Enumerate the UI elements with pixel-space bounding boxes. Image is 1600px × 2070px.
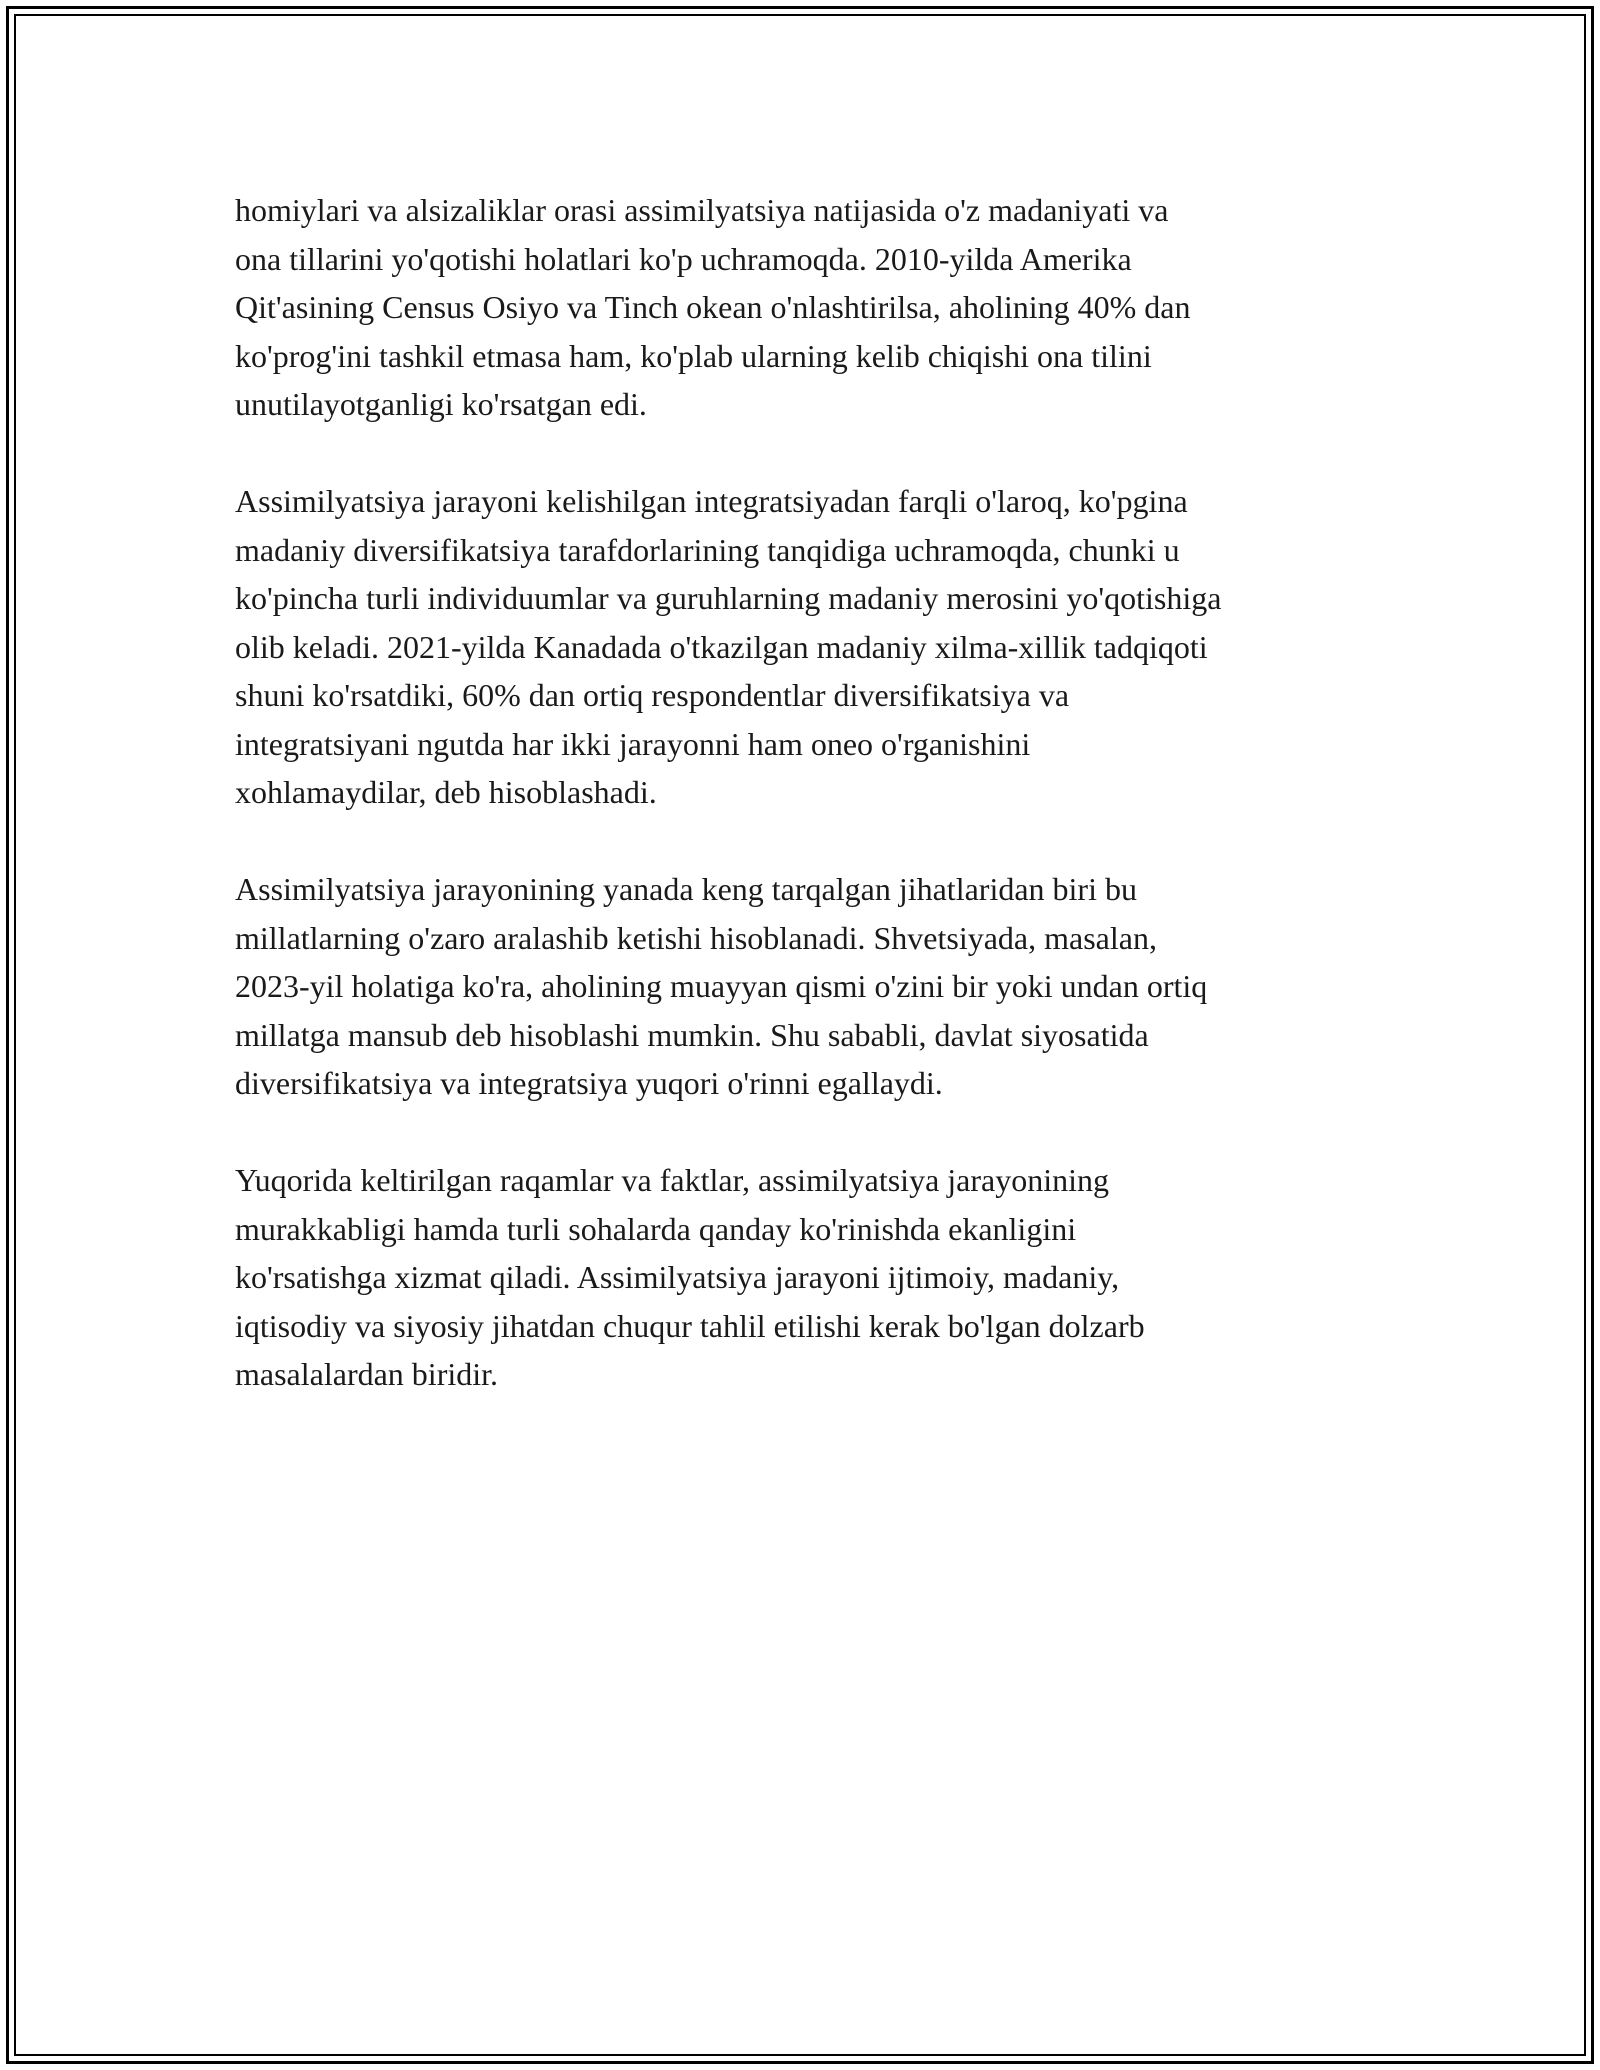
text-line: xohlamaydilar, deb hisoblashadi. xyxy=(235,774,657,810)
text-line: madaniy diversifikatsiya tarafdorlarining tanqidiga uchramoqda, chunki u xyxy=(235,531,1180,568)
text-line: murakkabligi hamda turli sohalarda qanday ko'rinishda ekanligini xyxy=(235,1210,1077,1247)
text-line: ko'pincha turli individuumlar va guruhlarning madaniy merosini yo'qotishiga xyxy=(235,580,1222,616)
text-line: millatlarning o'zaro aralashib ketishi hisoblanadi. Shvetsiyada, masalan, xyxy=(235,919,1157,956)
text-line: Yuqorida keltirilgan raqamlar va faktlar, assimilyatsiya jarayonining xyxy=(235,1162,1109,1198)
text-line: homiylari va alsizaliklar orasi assimilyatsiya natijasida o'z madaniyati va xyxy=(235,192,1169,228)
text-line: diversifikatsiya va integratsiya yuqori o'rinni egallaydi. xyxy=(235,1065,943,1101)
paragraph-2 xyxy=(235,477,1375,817)
text-line: iqtisodiy va siyosiy jihatdan chuqur tahlil etilishi kerak bo'lgan dolzarb xyxy=(235,1307,1145,1344)
paragraph-1 xyxy=(235,186,1375,429)
text-line: masalalardan biridir. xyxy=(235,1356,499,1392)
text-line: Qit'asining Census Osiyo va Tinch okean o'nlashtirilsa, aholining 40% dan xyxy=(235,289,1191,325)
text-line: ko'rsatishga xizmat qiladi. Assimilyatsiya jarayoni ijtimoiy, madaniy, xyxy=(235,1259,1120,1295)
text-line: millatga mansub deb hisoblashi mumkin. Shu sababli, davlat siyosatida xyxy=(235,1016,1149,1053)
text-line: Assimilyatsiya jarayonining yanada keng tarqalgan jihatlaridan biri bu xyxy=(235,871,1137,907)
text-line: 2023-yil holatiga ko'ra, aholining muayyan qismi o'zini bir yoki undan ortiq xyxy=(235,968,1208,1004)
text-line: integratsiyani ngutda har ikki jarayonni ham oneo o'rganishini xyxy=(235,725,1031,762)
paragraph-3 xyxy=(235,865,1375,1108)
text-line: unutilayotganligi ko'rsatgan edi. xyxy=(235,386,647,422)
text-line: ko'prog'ini tashkil etmasa ham, ko'plab ularning kelib chiqishi ona tilini xyxy=(235,337,1152,374)
document-body xyxy=(235,186,1375,1447)
text-line: Assimilyatsiya jarayoni kelishilgan integratsiyadan farqli o'laroq, ko'pgina xyxy=(235,483,1188,519)
paragraph-4 xyxy=(235,1156,1375,1399)
text-line: ona tillarini yo'qotishi holatlari ko'p uchramoqda. 2010-yilda Amerika xyxy=(235,240,1132,277)
text-line: olib keladi. 2021-yilda Kanadada o'tkazilgan madaniy xilma-xillik tadqiqoti xyxy=(235,628,1208,665)
text-line: shuni ko'rsatdiki, 60% dan ortiq respondentlar diversifikatsiya va xyxy=(235,677,1070,713)
